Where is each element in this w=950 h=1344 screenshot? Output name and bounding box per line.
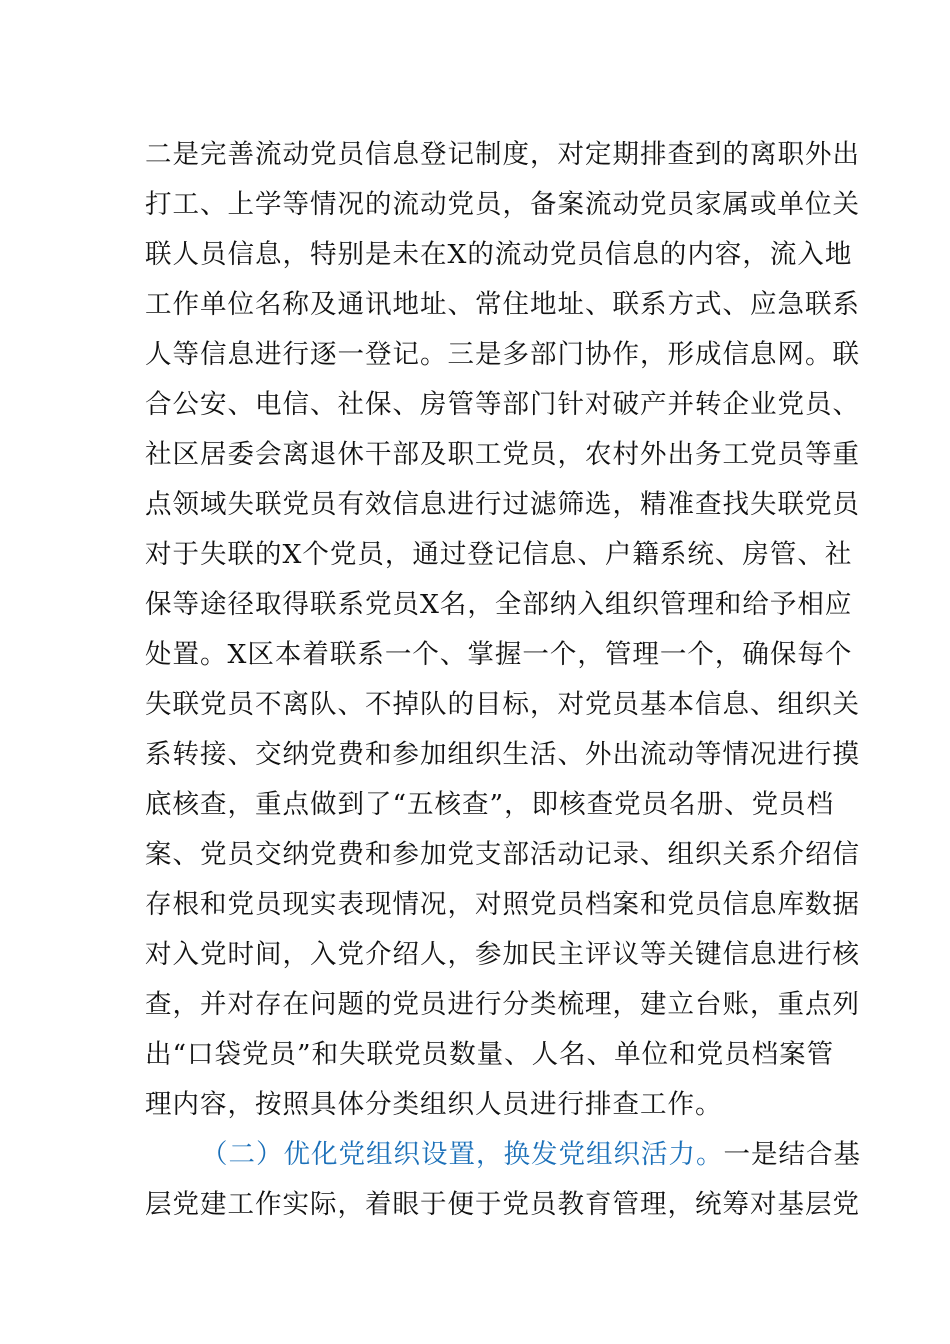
text-line: 出“口袋党员”和失联党员数量、人名、单位和党员档案管 bbox=[145, 1039, 835, 1070]
text-line: 层党建工作实际，着眼于便于党员教育管理，统筹对基层党 bbox=[145, 1189, 860, 1220]
heading-line-text: 一是结合基 bbox=[723, 1139, 861, 1170]
text-line: 理内容，按照具体分类组织人员进行排查工作。 bbox=[145, 1089, 723, 1120]
text-line: 系转接、交纳党费和参加组织生活、外出流动等情况进行摸 bbox=[145, 739, 860, 770]
text-line: 案、党员交纳党费和参加党支部活动记录、组织关系介绍信 bbox=[145, 839, 860, 870]
text-line: 工作单位名称及通讯地址、常住地址、联系方式、应急联系 bbox=[145, 289, 860, 320]
text-line: 对于失联的X个党员，通过登记信息、户籍系统、房管、社 bbox=[145, 539, 853, 570]
text-line: 对入党时间，入党介绍人，参加民主评议等关键信息进行核 bbox=[145, 939, 860, 970]
text-line: 处置。X区本着联系一个、掌握一个，管理一个，确保每个 bbox=[145, 639, 853, 670]
text-line: 二是完善流动党员信息登记制度，对定期排查到的离职外出 bbox=[145, 139, 860, 170]
document-body bbox=[145, 130, 861, 1230]
paragraph-1 bbox=[145, 130, 860, 1130]
paragraph-2 bbox=[145, 1130, 861, 1230]
text-line: 合公安、电信、社保、房管等部门针对破产并转企业党员、 bbox=[145, 389, 860, 420]
text-line: 打工、上学等情况的流动党员，备案流动党员家属或单位关 bbox=[145, 189, 860, 220]
text-line: 查，并对存在问题的党员进行分类梳理，建立台账，重点列 bbox=[145, 989, 860, 1020]
text-line: 点领域失联党员有效信息进行过滤筛选，精准查找失联党员 bbox=[145, 489, 860, 520]
text-line: 失联党员不离队、不掉队的目标，对党员基本信息、组织关 bbox=[145, 689, 860, 720]
section-heading: （二）优化党组织设置，换发党组织活力。 bbox=[201, 1139, 724, 1170]
text-line: 存根和党员现实表现情况，对照党员档案和党员信息库数据 bbox=[145, 889, 860, 920]
text-line: 社区居委会离退休干部及职工党员，农村外出务工党员等重 bbox=[145, 439, 860, 470]
text-line: 底核查，重点做到了“五核查”，即核查党员名册、党员档 bbox=[145, 789, 835, 820]
text-line: 联人员信息，特别是未在X的流动党员信息的内容，流入地 bbox=[145, 239, 853, 270]
text-line: 人等信息进行逐一登记。三是多部门协作，形成信息网。联 bbox=[145, 339, 860, 370]
text-line: 保等途径取得联系党员X名，全部纳入组织管理和给予相应 bbox=[145, 589, 853, 620]
section-heading-line bbox=[145, 1130, 861, 1180]
